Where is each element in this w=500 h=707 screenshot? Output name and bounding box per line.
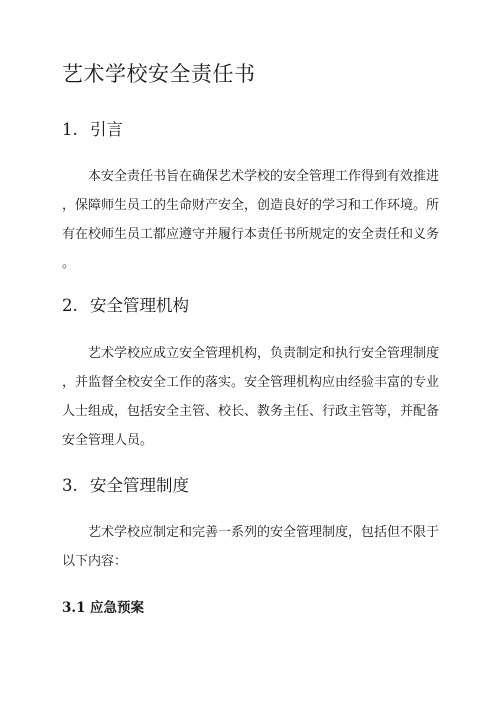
paragraph-line: 安全管理人员。 [62,433,154,448]
paragraph-line: ，并监督全校安全工作的落实。安全管理机构应由经验丰富的专业 [62,375,440,390]
paragraph-line: 以下内容： [62,554,128,569]
document-title: 艺术学校安全责任书 [62,62,256,86]
section-paragraph-management-system [62,518,440,576]
subsection-number: 3.1 [62,600,86,616]
section-title: 安全管理制度 [90,476,189,495]
paragraph-line: 本安全责任书旨在确保艺术学校的安全管理工作得到有效推进 [88,169,440,184]
section-title: 安全管理机构 [90,296,189,315]
subsection-heading-emergency-plan [62,598,144,618]
section-number: 1. [62,120,78,139]
section-paragraph-management-organization [62,339,440,455]
section-title: 引言 [90,120,123,139]
paragraph-line: 人士组成，包括安全主管、校长、教务主任、行政主管等，并配备 [62,404,440,419]
section-number: 3. [62,476,78,495]
subsection-title: 应急预案 [90,600,144,616]
paragraph-line: ，保障师生员工的生命财产安全，创造良好的学习和工作环境。所 [62,198,440,213]
section-paragraph-introduction [62,162,440,278]
paragraph-line: 艺术学校应制定和完善一系列的安全管理制度，包括但不限于 [88,525,440,540]
section-number: 2. [62,296,78,315]
paragraph-line: 有在校师生员工都应遵守并履行本责任书所规定的安全责任和义务 [62,227,440,242]
paragraph-line: 。 [62,256,76,271]
section-heading-introduction [62,118,123,142]
section-heading-management-system [62,474,189,498]
paragraph-line: 艺术学校应成立安全管理机构，负责制定和执行安全管理制度 [88,346,440,361]
section-heading-management-organization [62,294,189,318]
